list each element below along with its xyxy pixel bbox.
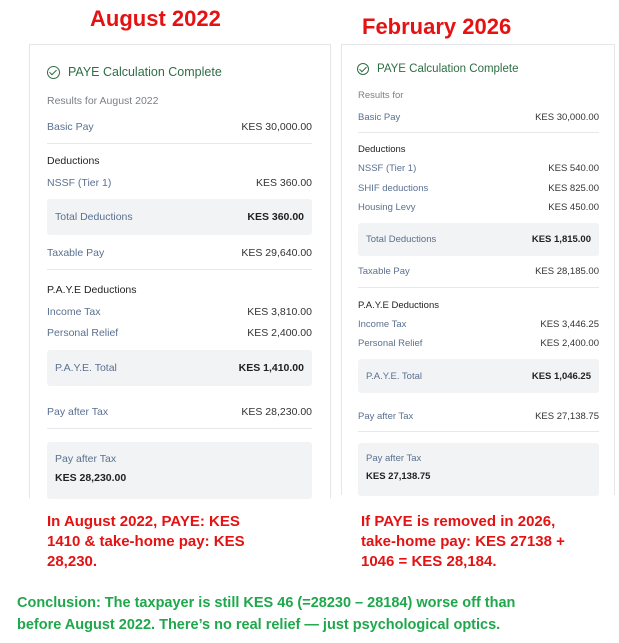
personal-relief-value: KES 2,400.00 xyxy=(247,327,312,339)
personal-relief-label: Personal Relief xyxy=(47,327,119,339)
total-deductions-box xyxy=(358,223,599,256)
conclusion-line: Conclusion: The taxpayer is still KES 46 (=28230 – 28184) worse off than xyxy=(17,595,516,611)
summary-value: KES 28,230.00 xyxy=(55,472,127,484)
paye-total-label: P.A.Y.E. Total xyxy=(55,362,117,374)
paye-deductions-heading: P.A.Y.E Deductions xyxy=(47,284,137,296)
divider xyxy=(47,428,312,429)
paye-total-value: KES 1,410.00 xyxy=(238,362,304,374)
deductions-heading: Deductions xyxy=(358,144,406,155)
taxable-pay-label: Taxable Pay xyxy=(47,247,105,259)
total-deductions-label: Total Deductions xyxy=(55,211,133,223)
personal-relief-row xyxy=(47,327,312,339)
paye-total-label: P.A.Y.E. Total xyxy=(366,370,422,382)
paye-deductions-heading: P.A.Y.E Deductions xyxy=(358,300,439,311)
conclusion-text xyxy=(17,592,617,636)
pay-after-tax-value: KES 27,138.75 xyxy=(535,411,599,422)
status-line xyxy=(47,65,222,79)
pay-after-tax-label: Pay after Tax xyxy=(358,411,414,422)
personal-relief-row xyxy=(358,338,599,349)
deduction-row xyxy=(47,177,312,189)
pay-after-tax-row xyxy=(358,411,599,422)
paye-result-card-2022 xyxy=(29,44,331,498)
total-deductions-value: KES 360.00 xyxy=(247,211,304,223)
conclusion-line: before August 2022. There’s no real relief — just psychological optics. xyxy=(17,617,501,633)
note-2022 xyxy=(47,512,307,572)
paye-total-value: KES 1,046.25 xyxy=(531,370,591,382)
taxable-pay-label: Taxable Pay xyxy=(358,266,410,277)
basic-pay-row xyxy=(47,121,312,133)
divider xyxy=(47,143,312,144)
taxable-pay-value: KES 29,640.00 xyxy=(241,247,312,259)
basic-pay-label: Basic Pay xyxy=(358,112,401,123)
paye-total-box xyxy=(47,350,312,386)
divider xyxy=(358,431,599,432)
deduction-value: KES 825.00 xyxy=(548,183,599,194)
deduction-label: NSSF (Tier 1) xyxy=(358,163,417,174)
status-text: PAYE Calculation Complete xyxy=(377,63,519,75)
heading-february-2026: February 2026 xyxy=(362,14,512,39)
pay-after-tax-summary xyxy=(358,443,599,496)
summary-label: Pay after Tax xyxy=(55,453,117,465)
income-tax-label: Income Tax xyxy=(358,319,407,330)
note-line: 1410 & take-home pay: KES xyxy=(47,533,245,550)
status-text: PAYE Calculation Complete xyxy=(68,65,222,79)
results-for-label: Results for August 2022 xyxy=(47,95,159,107)
deduction-row xyxy=(358,183,599,194)
basic-pay-value: KES 30,000.00 xyxy=(535,112,599,123)
check-circle-icon xyxy=(47,66,60,79)
deduction-label: NSSF (Tier 1) xyxy=(47,177,112,189)
deductions-heading: Deductions xyxy=(47,155,100,167)
deduction-label: Housing Levy xyxy=(358,202,416,213)
pay-after-tax-summary xyxy=(47,442,312,499)
note-line: In August 2022, PAYE: KES xyxy=(47,513,240,530)
status-line xyxy=(357,63,518,75)
note-line: 1046 = KES 28,184. xyxy=(361,553,497,570)
income-tax-label: Income Tax xyxy=(47,306,101,318)
heading-august-2022: August 2022 xyxy=(90,6,221,31)
divider xyxy=(47,269,312,270)
income-tax-row xyxy=(47,306,312,318)
basic-pay-label: Basic Pay xyxy=(47,121,94,133)
note-line: If PAYE is removed in 2026, xyxy=(361,513,556,530)
deduction-value: KES 360.00 xyxy=(255,177,312,189)
basic-pay-value: KES 30,000.00 xyxy=(241,121,312,133)
paye-total-box xyxy=(358,359,599,393)
summary-label: Pay after Tax xyxy=(366,453,422,464)
results-for-label: Results for xyxy=(358,90,404,101)
deduction-value: KES 540.00 xyxy=(548,163,599,174)
summary-value: KES 27,138.75 xyxy=(366,471,431,482)
total-deductions-label: Total Deductions xyxy=(366,234,437,245)
income-tax-row xyxy=(358,319,599,330)
check-circle-icon xyxy=(357,63,369,75)
income-tax-value: KES 3,810.00 xyxy=(247,306,312,318)
deduction-value: KES 450.00 xyxy=(548,202,599,213)
total-deductions-value: KES 1,815.00 xyxy=(531,234,591,245)
total-deductions-box xyxy=(47,199,312,235)
taxable-pay-value: KES 28,185.00 xyxy=(535,266,599,277)
note-line: take-home pay: KES 27138 + xyxy=(361,533,565,550)
taxable-pay-row xyxy=(358,266,599,277)
paye-result-card-2026 xyxy=(341,44,615,495)
income-tax-value: KES 3,446.25 xyxy=(540,319,599,330)
deduction-row xyxy=(358,202,599,213)
personal-relief-value: KES 2,400.00 xyxy=(540,338,599,349)
taxable-pay-row xyxy=(47,247,312,259)
divider xyxy=(358,132,599,133)
note-line: 28,230. xyxy=(47,553,98,570)
deduction-row xyxy=(358,163,599,174)
note-2026 xyxy=(361,512,613,572)
divider xyxy=(358,287,599,288)
deduction-label: SHIF deductions xyxy=(358,183,429,194)
pay-after-tax-value: KES 28,230.00 xyxy=(241,406,312,418)
personal-relief-label: Personal Relief xyxy=(358,338,423,349)
basic-pay-row xyxy=(358,112,599,123)
pay-after-tax-label: Pay after Tax xyxy=(47,406,109,418)
pay-after-tax-row xyxy=(47,406,312,418)
